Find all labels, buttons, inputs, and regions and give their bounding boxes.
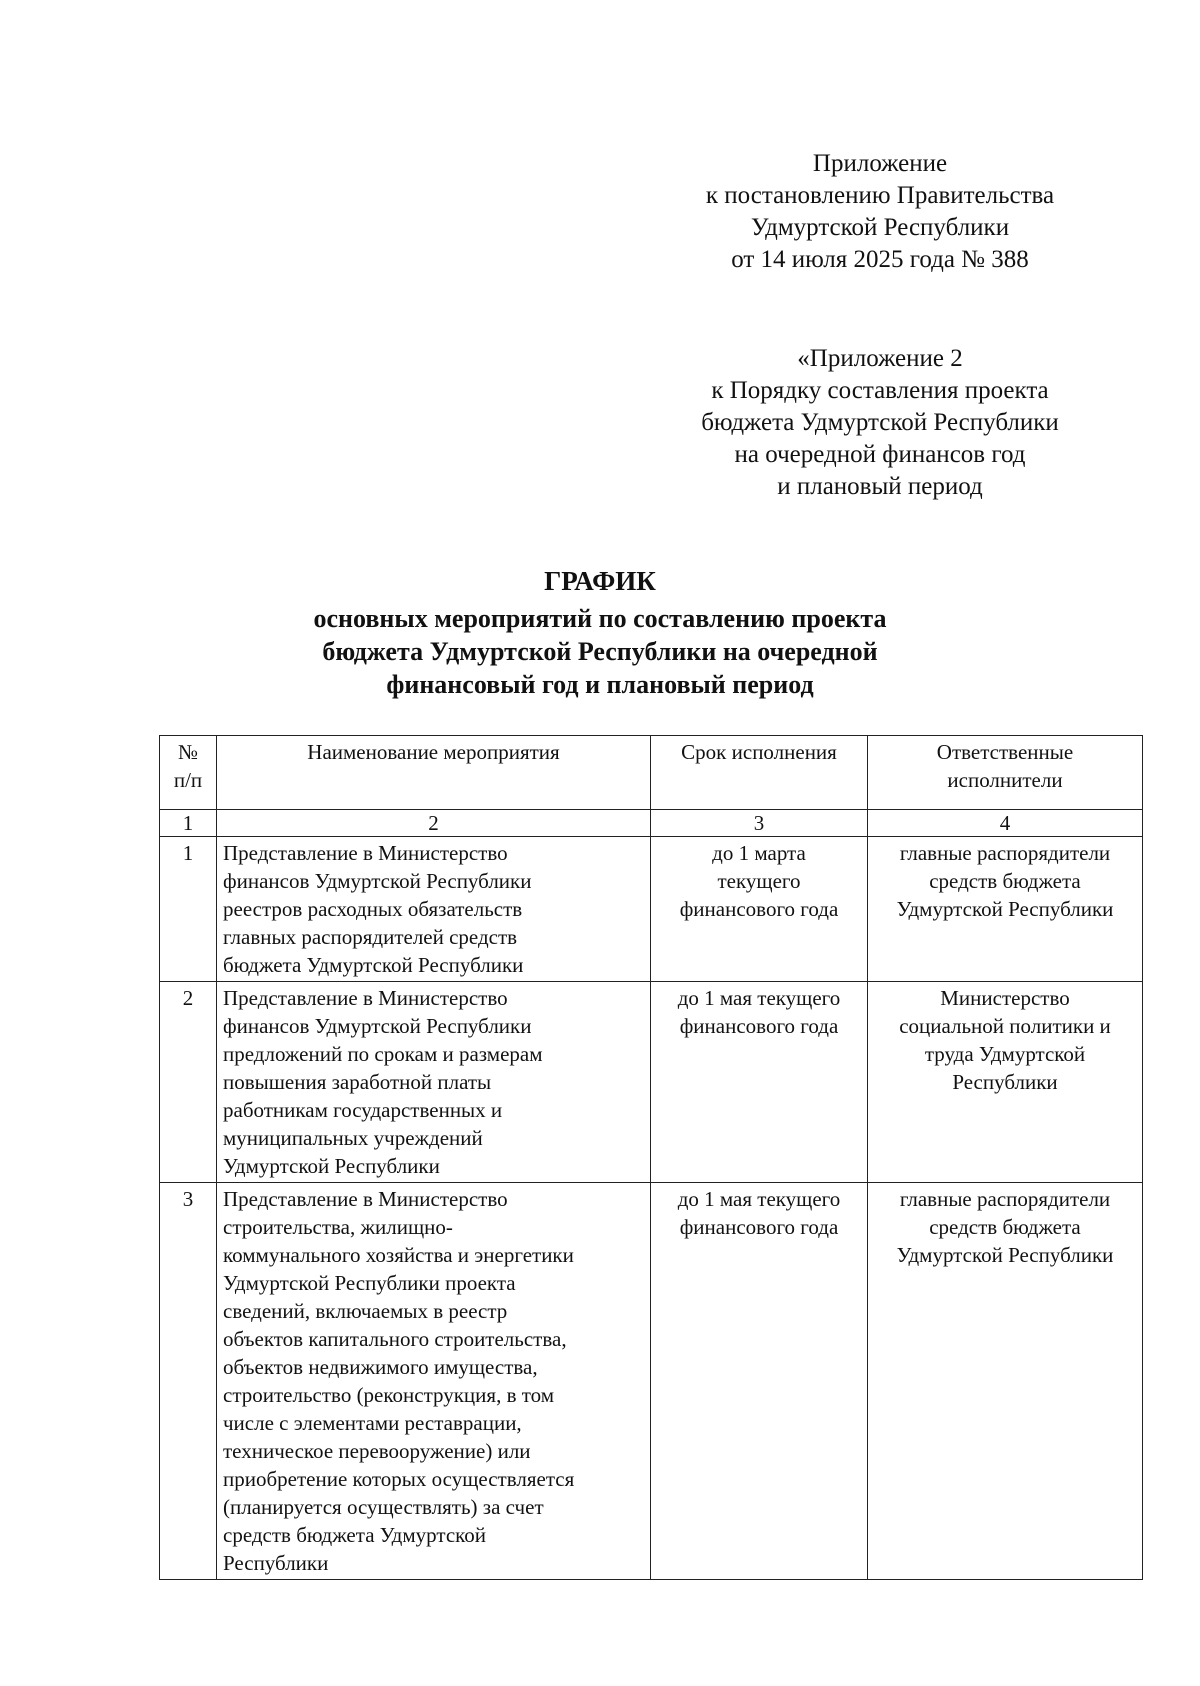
activity-line: Представление в Министерство [223,986,508,1010]
activity-line: коммунального хозяйства и энергетики [223,1243,574,1267]
appendix-two-line: и плановый период [777,473,983,500]
deadline-line: текущего [717,869,801,893]
deadline-line: финансового года [679,1014,839,1038]
activity-line: средств бюджета Удмуртской [223,1523,487,1547]
activity-line: техническое перевооружение) или [223,1439,531,1463]
title-subtitle-line: основных мероприятий по составлению проекта [313,604,887,633]
activity-line: Республики [223,1551,329,1575]
activity-line: приобретение которых осуществляется [223,1467,575,1491]
header-number-line: п/п [173,768,203,792]
row-deadline [651,982,868,1183]
title-main: ГРАФИК [544,566,656,596]
column-index: 2 [217,810,651,837]
title-subtitle-line: бюджета Удмуртской Республики на очередной [322,637,878,666]
activity-line: сведений, включаемых в реестр [223,1299,508,1323]
row-deadline [651,1183,868,1580]
column-index: 3 [651,810,868,837]
activity-line: Представление в Министерство [223,841,508,865]
appendix-two-line: «Приложение 2 [797,345,963,372]
row-deadline [651,837,868,982]
appendix-two-header [640,343,1120,503]
header-responsible [868,736,1143,810]
appendix-two-line: бюджета Удмуртской Республики [701,409,1059,436]
deadline-line: финансового года [679,897,839,921]
deadline-line: до 1 марта [712,841,806,865]
deadline-line: до 1 мая текущего [677,986,841,1010]
row-activity-name [217,982,651,1183]
header-responsible-line: Ответственные [936,740,1074,764]
responsible-line: средств бюджета [929,1215,1081,1239]
column-index: 1 [160,810,217,837]
table-header-row [160,736,1143,810]
activity-line: строительство (реконструкция, в том [223,1383,555,1407]
activity-line: объектов капитального строительства, [223,1327,567,1351]
activity-line: повышения заработной платы [223,1070,492,1094]
responsible-line: Республики [952,1070,1058,1094]
activity-line: финансов Удмуртской Республики [223,869,532,893]
appendix-header-line: к постановлению Правительства [705,182,1055,209]
responsible-line: Удмуртской Республики [896,1243,1114,1267]
header-activity-name-line: Наименование мероприятия [307,740,560,764]
activity-line: главных распорядителей средств [223,925,518,949]
activity-line: Представление в Министерство [223,1187,508,1211]
header-number [160,736,217,810]
column-index: 4 [868,810,1143,837]
title-subtitle-line: финансовый год и плановый период [386,670,814,699]
column-index-row [160,810,1143,837]
responsible-line: главные распорядители [899,841,1111,865]
activity-line: объектов недвижимого имущества, [223,1355,538,1379]
activity-line: работникам государственных и [223,1098,503,1122]
responsible-line: средств бюджета [929,869,1081,893]
document-title [0,565,1200,701]
activity-line: (планируется осуществлять) за счет [223,1495,544,1519]
appendix-header-line: Приложение [812,150,948,177]
activity-line: Удмуртской Республики [223,1154,440,1178]
row-responsible [868,1183,1143,1580]
appendix-two-line: к Порядку составления проекта [711,377,1049,404]
row-responsible [868,837,1143,982]
header-responsible-line: исполнители [947,768,1063,792]
activity-line: муниципальных учреждений [223,1126,483,1150]
responsible-line: труда Удмуртской [924,1042,1086,1066]
table-row [160,1183,1143,1580]
responsible-line: социальной политики и [899,1014,1111,1038]
activity-line: Удмуртской Республики проекта [223,1271,516,1295]
appendix-header-line: Удмуртской Республики [750,214,1010,241]
activity-line: строительства, жилищно- [223,1215,453,1239]
activity-line: финансов Удмуртской Республики [223,1014,532,1038]
row-activity-name [217,1183,651,1580]
deadline-line: до 1 мая текущего [677,1187,841,1211]
deadline-line: финансового года [679,1215,839,1239]
header-activity-name [217,736,651,810]
header-deadline [651,736,868,810]
row-activity-name [217,837,651,982]
row-number: 1 [160,837,217,982]
header-deadline-line: Срок исполнения [681,740,837,764]
activity-line: предложений по срокам и размерам [223,1042,543,1066]
table-row [160,982,1143,1183]
appendix-header-line: от 14 июля 2025 года № 388 [731,246,1029,273]
responsible-line: Удмуртской Республики [896,897,1114,921]
header-number-line: № [177,740,199,764]
row-number: 3 [160,1183,217,1580]
responsible-line: главные распорядители [899,1187,1111,1211]
appendix-two-line: на очередной финансов год [734,441,1026,468]
row-responsible [868,982,1143,1183]
row-number: 2 [160,982,217,1183]
schedule-table [159,735,1143,1580]
activity-line: числе с элементами реставрации, [223,1411,522,1435]
activity-line: реестров расходных обязательств [223,897,523,921]
table-row [160,837,1143,982]
responsible-line: Министерство [940,986,1070,1010]
activity-line: бюджета Удмуртской Республики [223,953,524,977]
appendix-header [640,148,1120,276]
